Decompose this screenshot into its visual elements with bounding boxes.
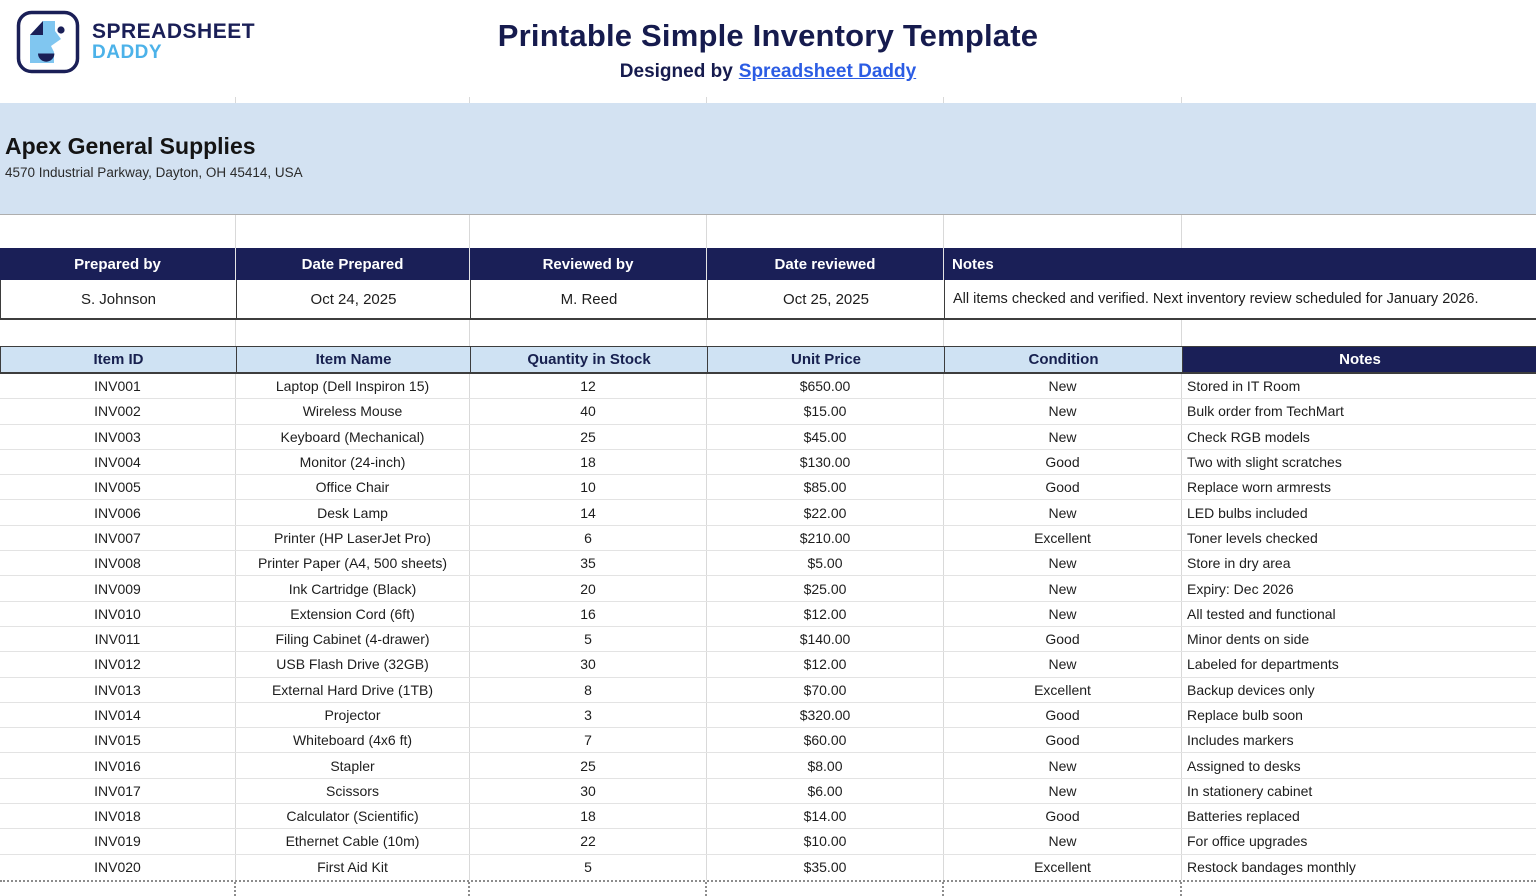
meta-header-date-reviewed[interactable]: Date reviewed [707,248,944,280]
gridline-cell [470,215,707,248]
cell-item-name[interactable]: Calculator (Scientific) [236,804,470,828]
table-row [0,753,1536,778]
inventory-table-body [0,374,1536,880]
inventory-table-header [0,346,1536,374]
cell-item-id[interactable]: INV016 [0,753,236,777]
gridline-cell [470,320,707,346]
cell-condition[interactable]: New [944,576,1182,600]
cell-unit-price[interactable]: $10.00 [707,829,944,853]
title-block [0,18,1536,83]
cell-item-id[interactable]: INV013 [0,678,236,702]
cell-date-reviewed[interactable]: Oct 25, 2025 [708,280,945,318]
gridline-row [0,320,1536,346]
cell-condition[interactable]: New [944,551,1182,575]
gridline-cell [707,882,944,896]
cell-item-name[interactable]: Ethernet Cable (10m) [236,829,470,853]
inv-header-item-name[interactable]: Item Name [237,347,471,372]
cell-quantity[interactable]: 5 [470,627,707,651]
cell-notes[interactable]: Backup devices only [1182,678,1536,702]
cell-condition[interactable]: Good [944,627,1182,651]
table-row [0,779,1536,804]
cell-item-name[interactable]: Projector [236,703,470,727]
table-row [0,627,1536,652]
cell-condition[interactable]: Good [944,804,1182,828]
inv-header-quantity[interactable]: Quantity in Stock [471,347,708,372]
cell-notes[interactable]: Labeled for departments [1182,652,1536,676]
cell-condition[interactable]: New [944,779,1182,803]
cell-item-id[interactable]: INV004 [0,450,236,474]
table-row [0,425,1536,450]
cell-quantity[interactable]: 20 [470,576,707,600]
cell-item-name[interactable]: Printer (HP LaserJet Pro) [236,526,470,550]
meta-header-reviewed-by[interactable]: Reviewed by [470,248,707,280]
cell-condition[interactable]: New [944,652,1182,676]
gridline-cell [944,215,1182,248]
cell-condition[interactable]: New [944,829,1182,853]
cell-unit-price[interactable]: $35.00 [707,855,944,880]
cell-quantity[interactable]: 16 [470,602,707,626]
page-break-row [0,880,1536,896]
cell-item-id[interactable]: INV006 [0,500,236,524]
cell-quantity[interactable]: 8 [470,678,707,702]
company-banner [0,103,1536,215]
cell-quantity[interactable]: 18 [470,450,707,474]
cell-meta-notes[interactable]: All items checked and verified. Next inventory review scheduled for January 2026. [945,280,1536,318]
cell-quantity[interactable]: 6 [470,526,707,550]
company-address: 4570 Industrial Parkway, Dayton, OH 45414, USA [5,165,303,180]
cell-item-id[interactable]: INV010 [0,602,236,626]
cell-item-id[interactable]: INV001 [0,374,236,398]
cell-notes[interactable]: In stationery cabinet [1182,779,1536,803]
cell-unit-price[interactable]: $8.00 [707,753,944,777]
table-row [0,526,1536,551]
gridline-cell [470,882,707,896]
cell-notes[interactable]: LED bulbs included [1182,500,1536,524]
cell-condition[interactable]: Good [944,475,1182,499]
cell-quantity[interactable]: 40 [470,399,707,423]
cell-item-id[interactable]: INV017 [0,779,236,803]
cell-notes[interactable]: Stored in IT Room [1182,374,1536,398]
cell-notes[interactable]: Batteries replaced [1182,804,1536,828]
inv-header-unit-price[interactable]: Unit Price [708,347,945,372]
cell-condition[interactable]: Excellent [944,678,1182,702]
cell-item-id[interactable]: INV012 [0,652,236,676]
cell-item-name[interactable]: External Hard Drive (1TB) [236,678,470,702]
gridline-cell [236,320,470,346]
designed-by-label: Designed by [619,61,733,82]
cell-notes[interactable]: Minor dents on side [1182,627,1536,651]
cell-notes[interactable]: Store in dry area [1182,551,1536,575]
cell-item-name[interactable]: Wireless Mouse [236,399,470,423]
table-row [0,728,1536,753]
cell-condition[interactable]: Good [944,728,1182,752]
table-row [0,576,1536,601]
page-title: Printable Simple Inventory Template [497,18,1039,53]
cell-condition[interactable]: Excellent [944,855,1182,880]
inv-header-notes[interactable]: Notes [1183,347,1536,372]
meta-header-notes[interactable]: Notes [952,255,994,273]
gridline-cell [707,320,944,346]
cell-condition[interactable]: New [944,374,1182,398]
cell-item-name[interactable]: Printer Paper (A4, 500 sheets) [236,551,470,575]
cell-unit-price[interactable]: $22.00 [707,500,944,524]
cell-item-name[interactable]: Office Chair [236,475,470,499]
table-row [0,678,1536,703]
cell-item-name[interactable]: Monitor (24-inch) [236,450,470,474]
cell-quantity[interactable]: 25 [470,753,707,777]
cell-item-name[interactable]: Stapler [236,753,470,777]
cell-item-id[interactable]: INV003 [0,425,236,449]
cell-item-name[interactable]: Ink Cartridge (Black) [236,576,470,600]
table-row [0,804,1536,829]
cell-item-name[interactable]: Laptop (Dell Inspiron 15) [236,374,470,398]
cell-reviewed-by[interactable]: M. Reed [471,280,708,318]
page-header [0,0,1536,97]
gridline-cell [236,882,470,896]
table-row [0,855,1536,880]
cell-notes[interactable]: Restock bandages monthly [1182,855,1536,880]
table-row [0,602,1536,627]
gridline-cell [0,320,236,346]
cell-item-id[interactable]: INV007 [0,526,236,550]
brand-name-bottom: DADDY [92,42,163,64]
cell-quantity[interactable]: 35 [470,551,707,575]
cell-item-id[interactable]: INV015 [0,728,236,752]
table-row [0,652,1536,677]
table-row [0,500,1536,525]
cell-unit-price[interactable]: $85.00 [707,475,944,499]
cell-unit-price[interactable]: $130.00 [707,450,944,474]
cell-notes[interactable]: Toner levels checked [1182,526,1536,550]
company-name: Apex General Supplies [5,133,256,159]
cell-condition[interactable]: Good [944,450,1182,474]
gridline-cell [1182,882,1536,896]
cell-item-name[interactable]: USB Flash Drive (32GB) [236,652,470,676]
cell-item-id[interactable]: INV020 [0,855,236,880]
gridline-cell [944,320,1182,346]
cell-item-name[interactable]: Keyboard (Mechanical) [236,425,470,449]
cell-date-prepared[interactable]: Oct 24, 2025 [237,280,471,318]
gridline-row [0,215,1536,248]
cell-notes[interactable]: Assigned to desks [1182,753,1536,777]
cell-condition[interactable]: New [944,753,1182,777]
cell-quantity[interactable]: 10 [470,475,707,499]
cell-condition[interactable]: New [944,399,1182,423]
cell-unit-price[interactable]: $320.00 [707,703,944,727]
cell-notes[interactable]: Bulk order from TechMart [1182,399,1536,423]
gridline-cell [1182,320,1536,346]
cell-notes[interactable]: Includes markers [1182,728,1536,752]
cell-unit-price[interactable]: $70.00 [707,678,944,702]
cell-quantity[interactable]: 25 [470,425,707,449]
cell-quantity[interactable]: 30 [470,652,707,676]
cell-notes[interactable]: Two with slight scratches [1182,450,1536,474]
cell-unit-price[interactable]: $210.00 [707,526,944,550]
cell-quantity[interactable]: 3 [470,703,707,727]
cell-unit-price[interactable]: $14.00 [707,804,944,828]
cell-item-name[interactable]: Scissors [236,779,470,803]
cell-unit-price[interactable]: $140.00 [707,627,944,651]
cell-condition[interactable]: Good [944,703,1182,727]
gridline-cell [0,215,236,248]
table-row [0,450,1536,475]
cell-unit-price[interactable]: $6.00 [707,779,944,803]
cell-quantity[interactable]: 22 [470,829,707,853]
cell-quantity[interactable]: 12 [470,374,707,398]
cell-notes[interactable]: Replace bulb soon [1182,703,1536,727]
inv-header-condition[interactable]: Condition [945,347,1183,372]
cell-notes[interactable]: Check RGB models [1182,425,1536,449]
cell-unit-price[interactable]: $12.00 [707,652,944,676]
cell-quantity[interactable]: 7 [470,728,707,752]
table-row [0,475,1536,500]
cell-condition[interactable]: Excellent [944,526,1182,550]
cell-item-name[interactable]: Desk Lamp [236,500,470,524]
table-row [0,829,1536,854]
table-row [0,374,1536,399]
cell-quantity[interactable]: 18 [470,804,707,828]
brand-name-top: SPREADSHEET [92,20,256,43]
inv-header-item-id[interactable]: Item ID [1,347,237,372]
cell-notes[interactable]: All tested and functional [1182,602,1536,626]
cell-item-id[interactable]: INV011 [0,627,236,651]
cell-condition[interactable]: New [944,425,1182,449]
cell-prepared-by[interactable]: S. Johnson [1,280,237,318]
designed-by-line [0,61,1536,83]
table-row [0,703,1536,728]
cell-item-name[interactable]: Extension Cord (6ft) [236,602,470,626]
cell-item-id[interactable]: INV002 [0,399,236,423]
cell-unit-price[interactable]: $60.00 [707,728,944,752]
cell-item-name[interactable]: First Aid Kit [236,855,470,880]
cell-unit-price[interactable]: $12.00 [707,602,944,626]
cell-quantity[interactable]: 30 [470,779,707,803]
meta-header-date-prepared[interactable]: Date Prepared [236,248,470,280]
cell-quantity[interactable]: 14 [470,500,707,524]
meta-table-values [0,280,1536,320]
cell-unit-price[interactable]: $25.00 [707,576,944,600]
cell-notes[interactable]: Replace worn armrests [1182,475,1536,499]
cell-item-name[interactable]: Filing Cabinet (4-drawer) [236,627,470,651]
table-row [0,399,1536,424]
cell-unit-price[interactable]: $650.00 [707,374,944,398]
spreadsheet-daddy-link[interactable]: Spreadsheet Daddy [738,61,917,82]
cell-item-name[interactable]: Whiteboard (4x6 ft) [236,728,470,752]
gridline-cell [236,215,470,248]
cell-item-id[interactable]: INV005 [0,475,236,499]
gridline-cell [707,215,944,248]
gridline-cell [944,882,1182,896]
cell-condition[interactable]: New [944,500,1182,524]
cell-unit-price[interactable]: $5.00 [707,551,944,575]
cell-item-id[interactable]: INV018 [0,804,236,828]
meta-header-prepared-by[interactable]: Prepared by [0,248,236,280]
gridline-cell [1182,215,1536,248]
table-row [0,551,1536,576]
cell-item-id[interactable]: INV019 [0,829,236,853]
cell-unit-price[interactable]: $15.00 [707,399,944,423]
cell-condition[interactable]: New [944,602,1182,626]
meta-table-header [0,248,1536,280]
cell-unit-price[interactable]: $45.00 [707,425,944,449]
cell-notes[interactable]: For office upgrades [1182,829,1536,853]
cell-quantity[interactable]: 5 [470,855,707,880]
cell-item-id[interactable]: INV014 [0,703,236,727]
cell-item-id[interactable]: INV009 [0,576,236,600]
cell-item-id[interactable]: INV008 [0,551,236,575]
cell-notes[interactable]: Expiry: Dec 2026 [1182,576,1536,600]
gridline-cell [0,882,236,896]
